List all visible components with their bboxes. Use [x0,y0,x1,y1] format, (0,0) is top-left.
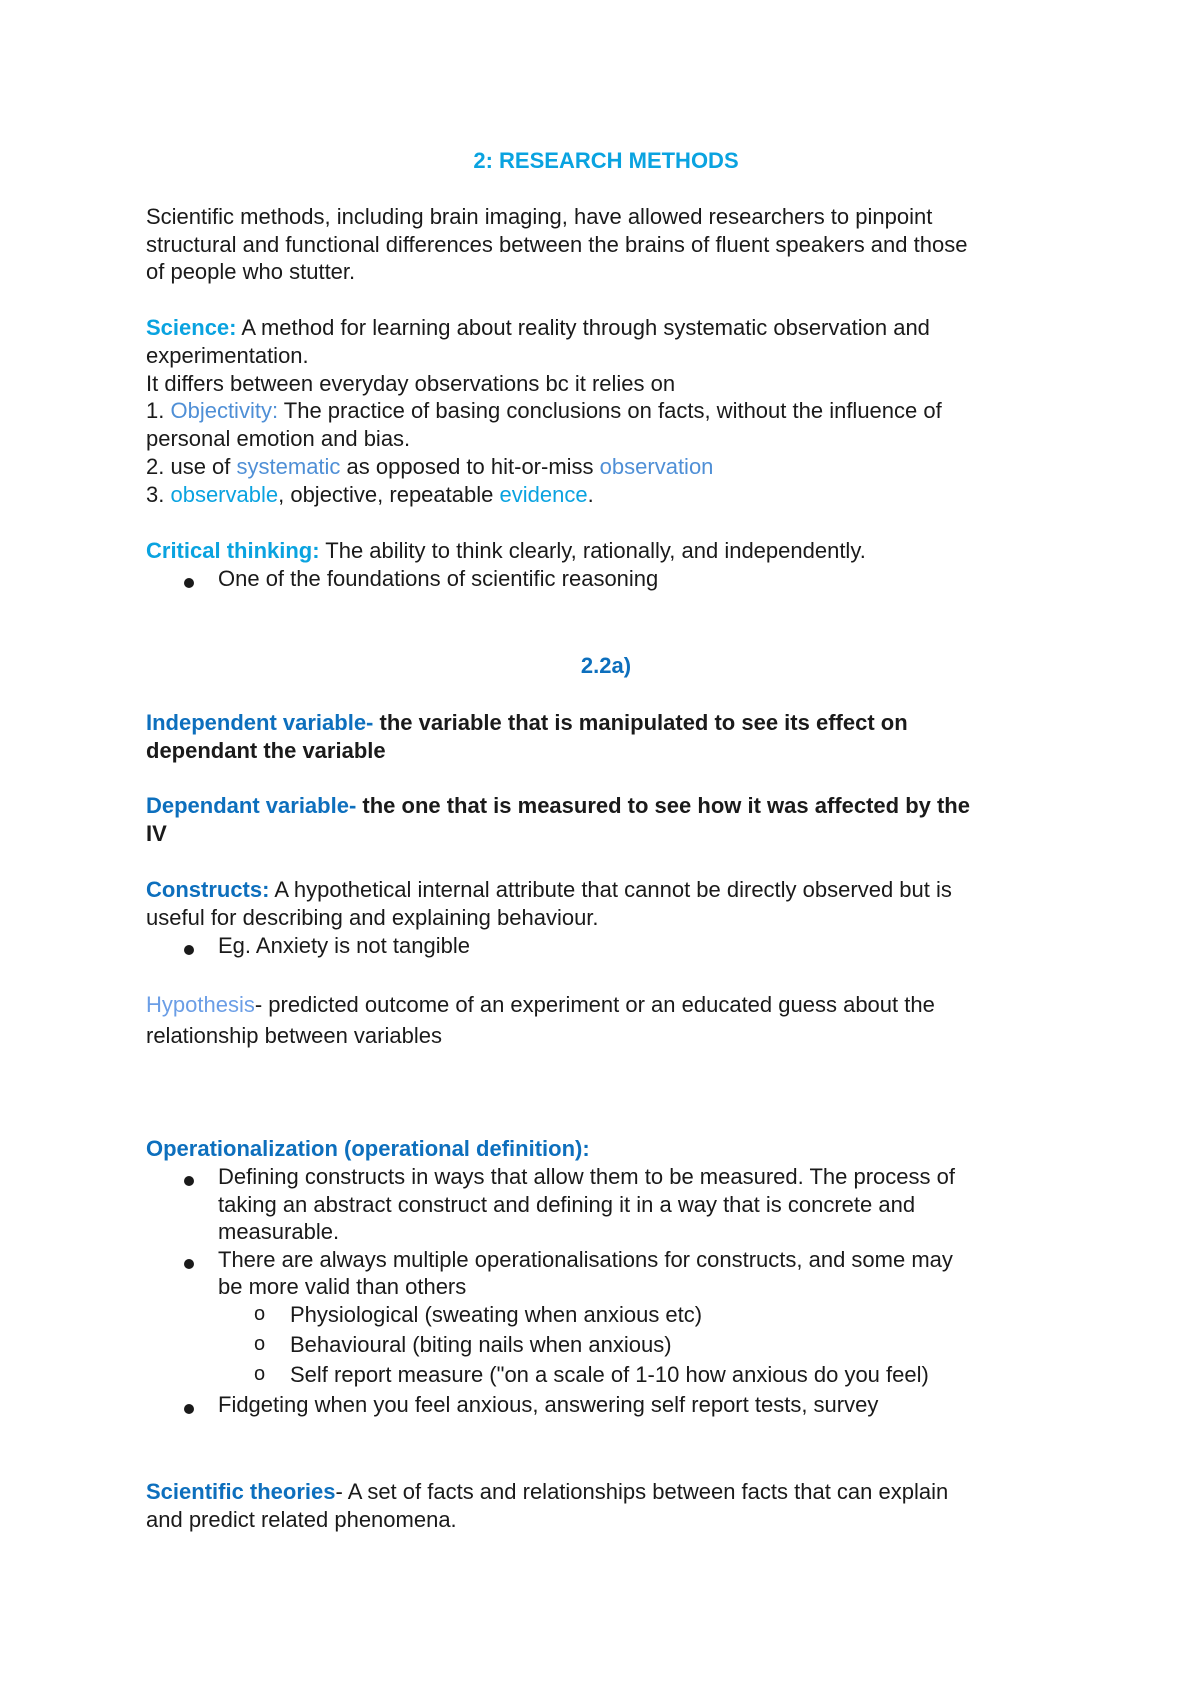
science-term: Science: [146,315,237,340]
hypothesis-definition [146,991,935,1018]
constructs-term: Constructs: [146,877,270,902]
science-item-1 [146,397,942,424]
science-definition [146,314,930,341]
independent-variable-term: Independent variable- [146,710,374,735]
science-def-line-2: experimentation. [146,343,309,368]
objectivity-term: Objectivity: [170,398,279,423]
bullet-icon [184,1404,194,1414]
critical-thinking-bullet: One of the foundations of scientific reasoning [218,566,659,591]
bullet-icon [184,1259,194,1269]
constructs-def-line-2: useful for describing and explaining behaviour. [146,905,599,930]
item-text: . [587,482,594,507]
operationalization-bullet-1: Defining constructs in ways that allow them to be measured. The process of [218,1164,955,1189]
science-def: A method for learning about reality through systematic observation and [236,315,930,340]
dependant-variable-def: the one that is measured to see how it was affected by the [356,793,970,818]
science-item-3 [146,481,594,508]
intro-line-2: structural and functional differences between the brains of fluent speakers and those [146,232,968,257]
constructs-def: A hypothetical internal attribute that cannot be directly observed but is [269,877,952,902]
item-number: 1. [146,398,171,423]
bullet-icon [184,578,194,588]
critical-thinking-definition [146,537,866,564]
science-item-2 [146,453,713,480]
independent-variable-definition [146,709,908,736]
intro-line-3: of people who stutter. [146,259,356,284]
scientific-theories-def: - A set of facts and relationships between facts that can explain [335,1479,949,1504]
operationalization-heading: Operationalization (operational definition): [146,1136,590,1161]
sub-bullet-icon: o [254,1303,266,1325]
scientific-theories-def-line-2: and predict related phenomena. [146,1507,457,1532]
item-number: 3. [146,482,171,507]
systematic-term: systematic [236,454,341,479]
critical-thinking-term: Critical thinking: [146,538,320,563]
critical-thinking-def: The ability to think clearly, rationally, and independently. [319,538,866,563]
page-title: 2: RESEARCH METHODS [473,148,739,173]
constructs-definition [146,876,952,903]
sub-bullet-icon: o [254,1333,266,1355]
dependant-variable-def-line-2: IV [146,821,167,846]
independent-variable-def: the variable that is manipulated to see its effect on [373,710,908,735]
constructs-bullet: Eg. Anxiety is not tangible [218,933,470,958]
intro-line-1: Scientific methods, including brain imaging, have allowed researchers to pinpoint [146,204,933,229]
sub-bullet-icon: o [254,1363,266,1385]
operationalization-sub-bullet-1: Physiological (sweating when anxious etc) [290,1302,703,1327]
item-text: as opposed to hit-or-miss [340,454,600,479]
science-item-1-line-2: personal emotion and bias. [146,426,411,451]
dependant-variable-definition [146,792,970,819]
bullet-icon [184,945,194,955]
hypothesis-def-line-2: relationship between variables [146,1023,442,1048]
operationalization-bullet-1-line-2: taking an abstract construct and defining it in a way that is concrete and [218,1192,916,1217]
observable-term: observable [170,482,279,507]
operationalization-sub-bullet-2: Behavioural (biting nails when anxious) [290,1332,672,1357]
item-text: 2. use of [146,454,237,479]
evidence-term: evidence [499,482,588,507]
scientific-theories-term: Scientific theories [146,1479,336,1504]
science-differs: It differs between everyday observations bc it relies on [146,371,676,396]
operationalization-bullet-1-line-3: measurable. [218,1219,340,1244]
scientific-theories-definition [146,1478,948,1505]
section-heading-2-2a: 2.2a) [580,653,632,678]
dependant-variable-term: Dependant variable- [146,793,357,818]
bullet-icon [184,1176,194,1186]
operationalization-bullet-2: There are always multiple operationalisations for constructs, and some may [218,1247,953,1272]
operationalization-bullet-3: Fidgeting when you feel anxious, answering self report tests, survey [218,1392,879,1417]
operationalization-bullet-2-line-2: be more valid than others [218,1274,467,1299]
item-text: , objective, repeatable [278,482,500,507]
operationalization-sub-bullet-3: Self report measure ("on a scale of 1-10 how anxious do you feel) [290,1362,929,1387]
hypothesis-def: - predicted outcome of an experiment or an educated guess about the [254,992,935,1017]
objectivity-def: The practice of basing conclusions on facts, without the influence of [278,398,942,423]
observation-term: observation [599,454,714,479]
hypothesis-term: Hypothesis [146,992,255,1017]
independent-variable-def-line-2: dependant the variable [146,738,386,763]
